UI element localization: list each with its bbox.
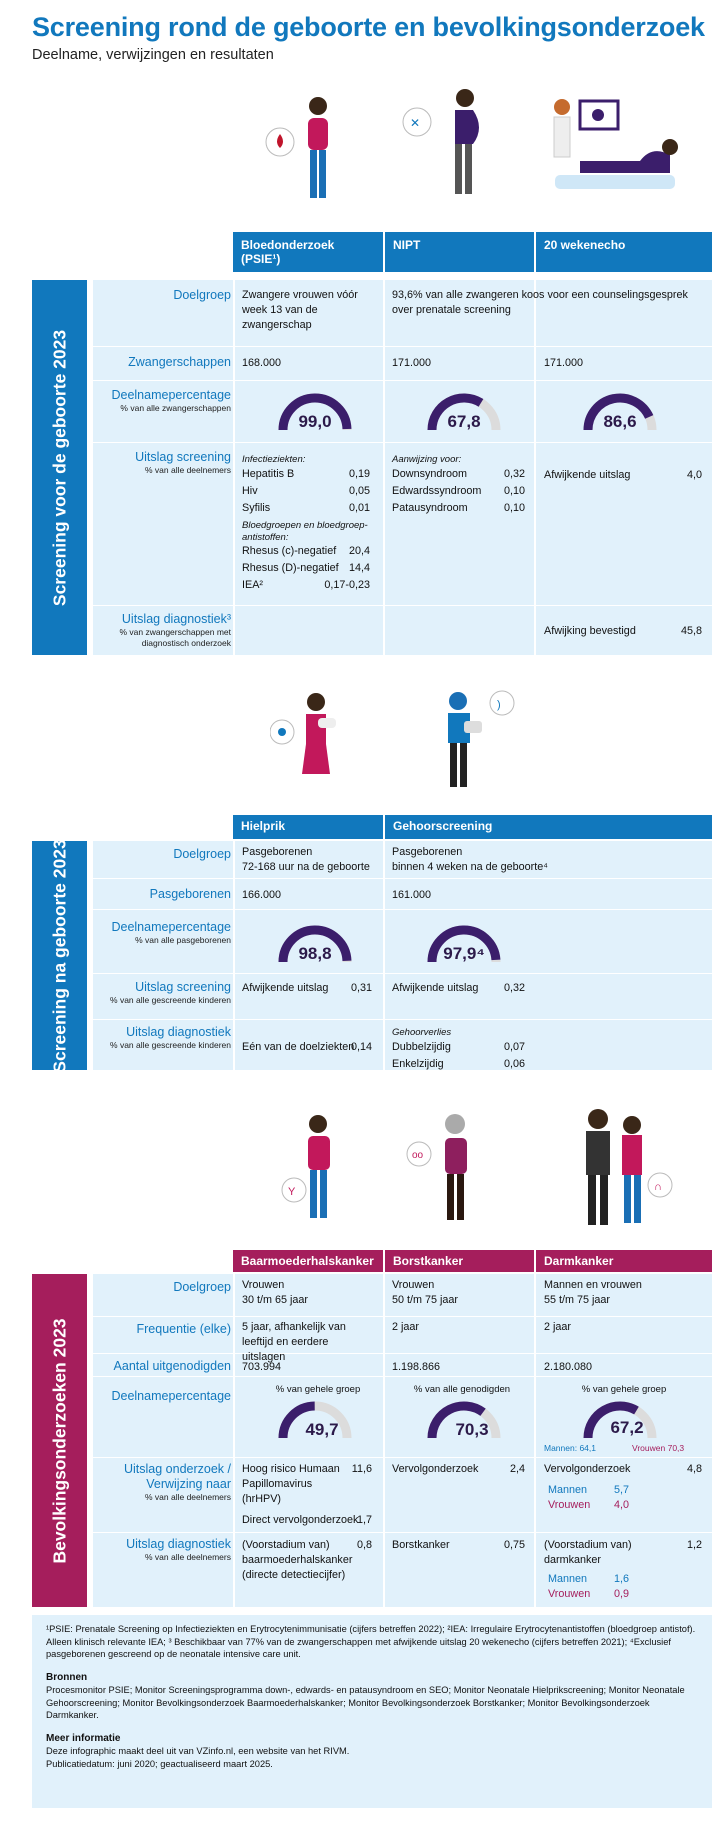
gauge-nipt-value: 67,8: [447, 412, 481, 431]
nipt-zwangerschappen: 171.000: [392, 357, 432, 369]
gauge-psie-value: 99,0: [298, 412, 332, 431]
col-header-bmhk: Baarmoederhalskanker: [233, 1250, 383, 1272]
bronnen-heading: Bronnen: [46, 1671, 88, 1683]
label-pasgeborenen: Pasgeborenen: [149, 887, 231, 901]
gehoor-doelgroep: Pasgeborenen binnen 4 weken na de geboorte⁴: [392, 846, 548, 873]
page-title: Screening rond de geboorte en bevolkingsonderzoek: [32, 12, 705, 42]
gauge-borst-value: 70,3: [455, 1420, 489, 1439]
borst-doelgroep: Vrouwen 50 t/m 75 jaar: [392, 1279, 459, 1306]
gehoor-uitslag: Afwijkende uitslag 0,32: [392, 982, 525, 994]
bmhk-uitslag: Hoog risico Humaan Papillomavirus (hrHPV) 11,6 Direct vervolgonderzoek 1,7: [242, 1463, 372, 1526]
svg-text:oo: oo: [412, 1150, 424, 1161]
darm-deelname-mannen: Mannen: 64,1: [544, 1443, 596, 1453]
sidebar-bevolkingsonderzoek: Bevolkingsonderzoeken 2023: [32, 1274, 87, 1607]
section-bevolkingsonderzoek: [32, 1250, 712, 1607]
col-header-gehoor: Gehoorscreening: [385, 815, 712, 839]
darm-uitslag: Vervolgonderzoek 4,8 Mannen 5,7 Vrouwen 4,0: [544, 1463, 702, 1511]
col-header-borstkanker: Borstkanker: [385, 1250, 534, 1272]
sublabel-diagnostiek-3: % van alle deelnemers: [145, 1552, 231, 1562]
label-doelgroep-3: Doelgroep: [173, 1280, 231, 1294]
psie-uitslag: Infectieziekten: Hepatitis B 0,19 Hiv 0,05 Syfilis 0,01 Bloedgroepen en bloedgroep-antistoffen: Rhesus (c)-negatief 20,4 Rhesus (D)-negatief 14,4 IEA² 0,17-0,23: [242, 454, 370, 591]
page-subtitle: Deelname, verwijzingen en resultaten: [32, 47, 274, 63]
darm-aantal: 2.180.080: [544, 1361, 593, 1373]
couple-colon-illustration: [570, 1105, 690, 1235]
gauge-darm-value: 67,2: [610, 1418, 644, 1437]
sublabel-diagnostiek-2: % van alle gescreende kinderen: [110, 1040, 231, 1050]
bmhk-doelgroep: Vrouwen 30 t/m 65 jaar: [242, 1279, 309, 1306]
darm-deelname-sub: % van gehele groep: [581, 1384, 667, 1395]
label-doelgroep-2: Doelgroep: [173, 847, 231, 861]
meer-info-heading: Meer informatie: [46, 1732, 121, 1744]
nipt-echo-doelgroep: 93,6% van alle zwangeren koos voor een counselingsgesprek over prenatale screening: [392, 289, 688, 316]
col-header-hielprik: Hielprik: [233, 815, 383, 839]
meer-info-line1: Deze infographic maakt deel uit van VZinfo.nl, een website van het RIVM.: [46, 1746, 350, 1756]
label-frequentie: Frequentie (elke): [136, 1322, 231, 1336]
bmhk-frequentie: 5 jaar, afhankelijk van leeftijd en eerdere uitslagen: [242, 1321, 346, 1363]
darm-diagnostiek: (Voorstadium van) darmkanker 1,2 Mannen 1,6 Vrouwen 0,9: [544, 1539, 702, 1600]
bronnen-text: Procesmonitor PSIE; Monitor Screeningsprogramma down-, edwards- en patausyndroom en SEO; Monitor Neonatale Hielprikscreening; Monitor Neonatale Gehoorscreening; Monitor Bevolkingsonderzoek Baarmoederhalskanker; Monitor Bevolkingsonderzoek Borstkanker; Monitor Bevolkingsonderzoek Darmkanker.: [46, 1685, 685, 1720]
label-diagnostiek: Uitslag diagnostiek³: [121, 612, 231, 626]
psie-zwangerschappen: 168.000: [242, 357, 282, 369]
gauge-echo-value: 86,6: [603, 412, 637, 431]
gauge-gehoor-value: 97,9⁴: [443, 944, 485, 963]
label-diagnostiek-2: Uitslag diagnostiek: [126, 1025, 231, 1039]
footer: [32, 1615, 712, 1808]
echo-zwangerschappen: 171.000: [544, 357, 584, 369]
label-uitslag-3: Uitslag onderzoek / Verwijzing naar: [123, 1462, 231, 1491]
label-deelname-3: Deelnamepercentage: [111, 1389, 231, 1403]
bmhk-deelname-sub: % van gehele groep: [275, 1384, 361, 1395]
label-uitslag: Uitslag screening: [135, 450, 231, 464]
section-postnatal: [32, 815, 712, 1073]
sublabel-uitslag: % van alle deelnemers: [145, 465, 231, 475]
meer-info-line2: Publicatiedatum: juni 2020; geactualiseerd maart 2025.: [46, 1758, 273, 1769]
label-zwangerschappen: Zwangerschappen: [128, 355, 231, 369]
sublabel-diagnostiek: % van zwangerschappen met diagnostisch onderzoek: [119, 627, 231, 648]
col-header-nipt: NIPT: [385, 232, 534, 272]
gauge-bmhk-value: 49,7: [305, 1420, 339, 1439]
svg-text:∩: ∩: [654, 1181, 662, 1193]
label-aantal: Aantal uitgenodigden: [113, 1359, 231, 1373]
sidebar-postnatal: Screening na geboorte 2023: [32, 841, 87, 1070]
label-doelgroep: Doelgroep: [173, 288, 231, 302]
ultrasound-illustration: [540, 95, 710, 215]
bmhk-diagnostiek: (Voorstadium van) baarmoederhalskanker (directe detectiecijfer) 0,8: [242, 1539, 372, 1581]
col-header-psie: Bloedonderzoek (PSIE¹): [233, 232, 383, 272]
woman-cervix-illustration: [280, 1110, 360, 1235]
psie-doelgroep: Zwangere vrouwen vóór week 13 van de zwangerschap: [242, 289, 358, 331]
sublabel-deelname: % van alle zwangerschappen: [120, 403, 231, 413]
borst-deelname-sub: % van alle genodigden: [413, 1384, 511, 1395]
woman-hearing-illustration: [420, 685, 530, 805]
hielprik-pasgeborenen: 166.000: [242, 889, 282, 901]
hielprik-doelgroep: Pasgeborenen 72-168 uur na de geboorte: [242, 846, 370, 873]
gehoor-pasgeborenen: 161.000: [392, 889, 432, 901]
gauge-hielprik-value: 98,8: [298, 944, 332, 963]
darm-doelgroep: Mannen en vrouwen 55 t/m 75 jaar: [544, 1279, 642, 1306]
darm-frequentie: 2 jaar: [544, 1321, 572, 1333]
hielprik-diagnostiek: Eén van de doelziekten 0,14: [242, 1041, 372, 1053]
sidebar-prenatal: Screening voor de geboorte 2023: [32, 280, 87, 655]
echo-uitslag: Afwijkende uitslag 4,0: [544, 469, 702, 481]
echo-diagnostiek: Afwijking bevestigd 45,8: [544, 625, 702, 637]
section-prenatal: [32, 240, 712, 655]
older-woman-breast-illustration: [405, 1110, 495, 1235]
pregnant-woman-nipt-illustration: [395, 80, 505, 215]
borst-frequentie: 2 jaar: [392, 1321, 420, 1333]
svg-text:✕: ✕: [410, 116, 421, 130]
hielprik-uitslag: Afwijkende uitslag 0,31: [242, 982, 372, 994]
col-header-echo: 20 wekenecho: [536, 232, 712, 272]
sublabel-uitslag-2: % van alle gescreende kinderen: [110, 995, 231, 1005]
mother-baby-illustration: [270, 690, 360, 805]
col-header-darmkanker: Darmkanker: [536, 1250, 712, 1272]
footnotes: ¹PSIE: Prenatale Screening op Infectieziekten en Erytrocytenimmunisatie (cijfers betreffen 2022); ²IEA: Irregulaire Erytrocytenantistoffen (bloedgroep antistof). Alleen klinisch relevante IEA; ³ Beschikbaar van 77% van de zwangerschappen met afwijkende uitslag 20 wekenecho (cijfers betreffen 2021); ⁴Exclusief pasgeborenen gescreend op de neonatale intensive care unit.: [46, 1624, 696, 1659]
label-deelname-2: Deelnamepercentage: [111, 920, 231, 934]
borst-uitslag: Vervolgonderzoek 2,4: [392, 1463, 525, 1475]
darm-deelname-vrouwen: Vrouwen 70,3: [632, 1443, 685, 1453]
bmhk-aantal: 703.994: [242, 1361, 282, 1373]
gehoor-diagnostiek: Gehoorverlies Dubbelzijdig 0,07 Enkelzijdig 0,06: [392, 1027, 525, 1070]
svg-text:): ): [497, 699, 501, 711]
label-deelname: Deelnamepercentage: [111, 388, 231, 402]
pregnant-woman-blood-illustration: [260, 90, 350, 225]
svg-text:Y: Y: [288, 1186, 296, 1198]
sublabel-deelname-2: % van alle pasgeborenen: [135, 935, 231, 945]
borst-aantal: 1.198.866: [392, 1361, 441, 1373]
nipt-uitslag: Aanwijzing voor: Downsyndroom 0,32 Edwardssyndroom 0,10 Patausyndroom 0,10: [392, 454, 525, 514]
borst-diagnostiek: Borstkanker 0,75: [392, 1539, 525, 1551]
sublabel-uitslag-3: % van alle deelnemers: [145, 1492, 231, 1502]
label-diagnostiek-3: Uitslag diagnostiek: [126, 1537, 231, 1551]
label-uitslag-2: Uitslag screening: [135, 980, 231, 994]
